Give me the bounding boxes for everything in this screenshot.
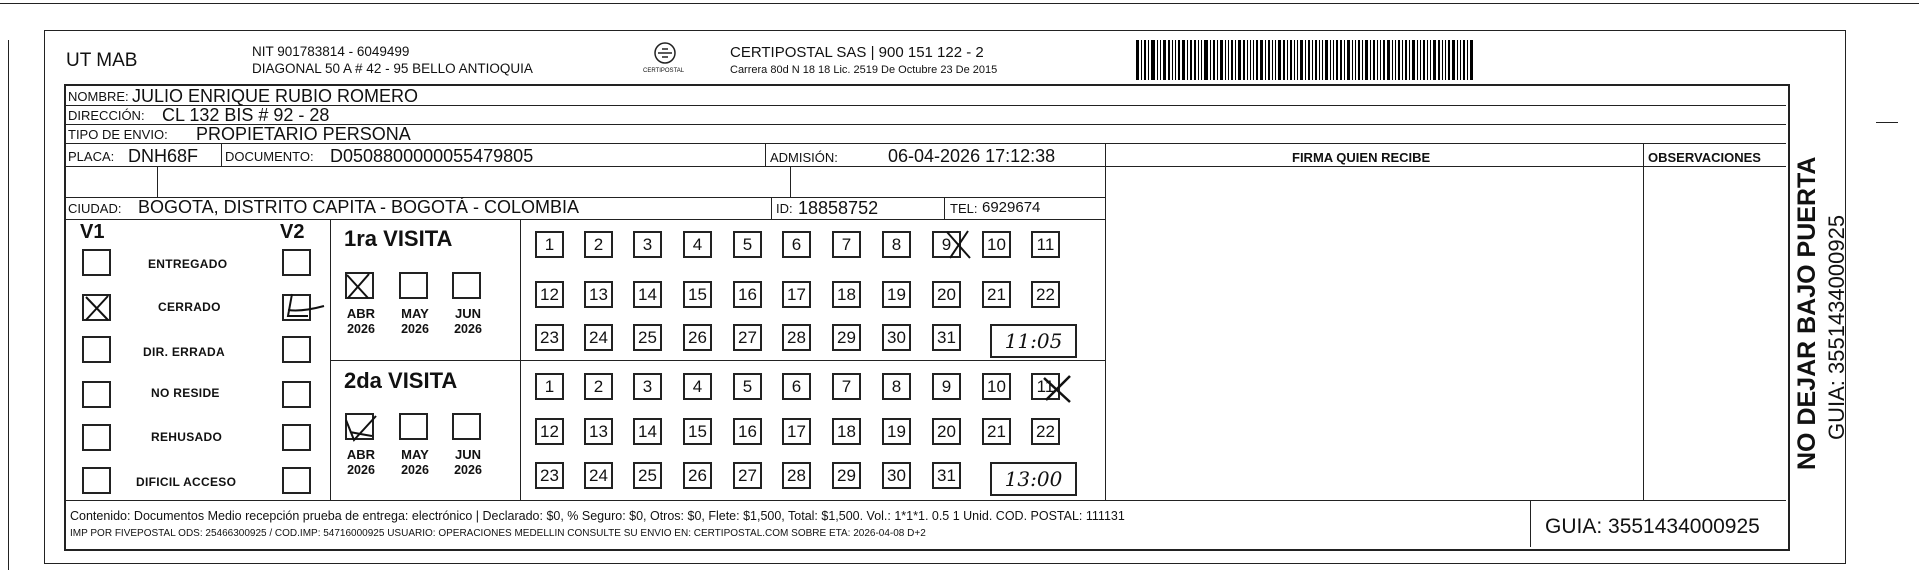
calendar-day-box[interactable]: 21 bbox=[982, 281, 1011, 308]
barcode-bar bbox=[1340, 40, 1342, 80]
month-label: MAY bbox=[401, 447, 429, 462]
barcode-bar bbox=[1352, 40, 1353, 80]
v1-checkbox[interactable] bbox=[82, 381, 111, 408]
calendar-day-box[interactable]: 19 bbox=[882, 281, 911, 308]
calendar-day-box[interactable]: 2 bbox=[584, 231, 613, 258]
calendar-day-box[interactable]: 15 bbox=[683, 418, 712, 445]
barcode-bar bbox=[1175, 40, 1176, 80]
barcode-bar bbox=[1172, 40, 1173, 80]
barcode-bar bbox=[1213, 40, 1215, 80]
calendar-day-box[interactable]: 22 bbox=[1031, 281, 1060, 308]
barcode-bar bbox=[1358, 40, 1360, 80]
barcode-bar bbox=[1412, 40, 1415, 80]
ciudad-label: CIUDAD: bbox=[68, 201, 122, 216]
first-visit-time: 11:05 bbox=[990, 324, 1077, 358]
calendar-day-box[interactable]: 24 bbox=[584, 462, 613, 489]
calendar-day-box[interactable]: 23 bbox=[535, 324, 564, 351]
barcode-bar bbox=[1217, 40, 1218, 80]
row-line bbox=[330, 360, 1105, 361]
v1-cerrado-mark bbox=[80, 292, 114, 324]
calendar-day-box[interactable]: 17 bbox=[782, 418, 811, 445]
status-option-entregado: ENTREGADO bbox=[148, 257, 228, 271]
col-line bbox=[157, 166, 158, 197]
barcode-bar bbox=[1433, 40, 1436, 80]
barcode-bar bbox=[1344, 40, 1345, 80]
calendar-day-box[interactable]: 17 bbox=[782, 281, 811, 308]
logo-text: CERTIPOSTAL bbox=[643, 68, 685, 74]
tipo-envio-label: TIPO DE ENVIO: bbox=[68, 127, 168, 142]
row-line bbox=[64, 166, 1105, 167]
placa-value: DNH68F bbox=[128, 146, 199, 166]
ciudad-value: BOGOTA, DISTRITO CAPITA - BOGOTÁ - COLOMBIA bbox=[138, 197, 580, 217]
barcode-bar bbox=[1290, 40, 1292, 80]
status-option-cerrado: CERRADO bbox=[158, 300, 221, 314]
barcode-bar bbox=[1272, 40, 1273, 80]
barcode-bar bbox=[1355, 40, 1356, 80]
calendar-day-box[interactable]: 30 bbox=[882, 324, 911, 351]
barcode-bar bbox=[1151, 40, 1155, 80]
barcode-bar bbox=[1308, 40, 1310, 80]
barcode-bar bbox=[1250, 40, 1251, 80]
col-line bbox=[221, 143, 222, 166]
id-label: ID: bbox=[776, 201, 793, 216]
month-label: JUN bbox=[454, 306, 481, 321]
calendar-day-box[interactable]: 5 bbox=[733, 231, 762, 258]
barcode-bar bbox=[1347, 40, 1350, 80]
calendar-day-box[interactable]: 14 bbox=[633, 281, 662, 308]
first-visit-title: 1ra VISITA bbox=[344, 226, 453, 251]
calendar-day-box[interactable]: 20 bbox=[932, 418, 961, 445]
barcode-bar bbox=[1319, 40, 1320, 80]
barcode-bar bbox=[1265, 40, 1266, 80]
calendar-day-box[interactable]: 20 bbox=[932, 281, 961, 308]
side-warning: NO DEJAR BAJO PUERTA bbox=[1793, 156, 1821, 470]
nombre-label: NOMBRE: bbox=[68, 89, 129, 104]
calendar-day-box[interactable]: 6 bbox=[782, 231, 811, 258]
calendar-day-box[interactable]: 3 bbox=[633, 231, 662, 258]
barcode-bar bbox=[1201, 40, 1202, 80]
barcode-bar bbox=[1144, 40, 1146, 80]
calendar-day-box[interactable]: 31 bbox=[932, 462, 961, 489]
footer-line1: Contenido: Documentos Medio recepción prueba de entrega: electrónico | Declarado: $0, % Seguro: $0, Otros: $0, Flete: $1,500, Total: $1,500. Vol.: 1*1*1. 0.5 1 Unid. COD. POSTAL: 111131 bbox=[70, 509, 1125, 523]
calendar-day-box[interactable]: 7 bbox=[832, 373, 861, 400]
barcode-bar bbox=[1231, 40, 1233, 80]
tel-value: 6929674 bbox=[982, 199, 1041, 216]
barcode-bar bbox=[1315, 40, 1317, 80]
calendar-day-box[interactable]: 28 bbox=[782, 324, 811, 351]
calendar-day-box[interactable]: 13 bbox=[584, 281, 613, 308]
barcode-bar bbox=[1445, 40, 1446, 80]
v1-checkbox[interactable] bbox=[82, 249, 111, 276]
calendar-day-box[interactable]: 30 bbox=[882, 462, 911, 489]
side-dash bbox=[1876, 122, 1898, 123]
barcode-bar bbox=[1460, 40, 1461, 80]
barcode-bar bbox=[1210, 40, 1211, 80]
calendar-day-box[interactable]: 8 bbox=[882, 373, 911, 400]
calendar-day-box[interactable]: 3 bbox=[633, 373, 662, 400]
calendar-day-box[interactable]: 18 bbox=[832, 281, 861, 308]
calendar-day-box[interactable]: 26 bbox=[683, 462, 712, 489]
barcode-bar bbox=[1427, 40, 1428, 80]
calendar-day-box[interactable]: 25 bbox=[633, 462, 662, 489]
row-line bbox=[64, 219, 1105, 220]
v2-checkbox[interactable] bbox=[282, 424, 311, 451]
calendar-day-box[interactable]: 4 bbox=[683, 231, 712, 258]
month-checkbox[interactable] bbox=[452, 272, 481, 299]
calendar-day-box[interactable]: 23 bbox=[535, 462, 564, 489]
year-label: 2026 bbox=[347, 463, 375, 477]
barcode-bar bbox=[1322, 40, 1323, 80]
calendar-day-box[interactable]: 28 bbox=[782, 462, 811, 489]
id-value: 18858752 bbox=[798, 198, 879, 218]
month-checkbox[interactable] bbox=[399, 272, 428, 299]
second-visit-day-mark bbox=[1040, 372, 1076, 406]
month-checkbox[interactable] bbox=[452, 413, 481, 440]
barcode-bar bbox=[1325, 40, 1328, 80]
calendar-day-box[interactable]: 21 bbox=[982, 418, 1011, 445]
barcode-bar bbox=[1204, 40, 1208, 80]
barcode-bar bbox=[1380, 40, 1381, 80]
tel-label: TEL: bbox=[950, 201, 978, 216]
barcode-bar bbox=[1409, 40, 1410, 80]
calendar-day-box[interactable]: 1 bbox=[535, 373, 564, 400]
status-option-no-reside: NO RESIDE bbox=[151, 386, 220, 400]
nombre-value: JULIO ENRIQUE RUBIO ROMERO bbox=[132, 86, 419, 106]
barcode-bar bbox=[1247, 40, 1248, 80]
first-visit-day-mark bbox=[942, 228, 976, 262]
barcode-bar bbox=[1268, 40, 1270, 80]
barcode-bar bbox=[1336, 40, 1338, 80]
barcode-bar bbox=[1238, 40, 1241, 80]
year-label: 2026 bbox=[401, 322, 429, 336]
barcode-bar bbox=[1300, 40, 1303, 80]
columns-firma: FIRMA QUIEN RECIBE bbox=[1292, 150, 1431, 165]
calendar-day-box[interactable]: 4 bbox=[683, 373, 712, 400]
placa-label: PLACA: bbox=[68, 149, 115, 164]
barcode-bar bbox=[1275, 40, 1276, 80]
calendar-day-box[interactable]: 16 bbox=[733, 418, 762, 445]
barcode-bar bbox=[1198, 40, 1199, 80]
admision-value: 06-04-2026 17:12:38 bbox=[888, 146, 1056, 166]
v2-label: V2 bbox=[280, 221, 305, 243]
barcode-bar bbox=[1220, 40, 1223, 80]
barcode-bar bbox=[1430, 40, 1431, 80]
barcode-bar bbox=[1253, 40, 1254, 80]
barcode-bar bbox=[1395, 40, 1396, 80]
calendar-day-box[interactable]: 29 bbox=[832, 324, 861, 351]
barcode-bar bbox=[1163, 40, 1166, 80]
barcode-bar bbox=[1448, 40, 1450, 80]
barcode-bar bbox=[1463, 40, 1465, 80]
direccion-value: CL 132 BIS # 92 - 28 bbox=[162, 105, 330, 125]
barcode-bar bbox=[1402, 40, 1403, 80]
barcode-bar bbox=[1362, 40, 1363, 80]
barcode-bar bbox=[1294, 40, 1295, 80]
calendar-day-box[interactable]: 2 bbox=[584, 373, 613, 400]
v1-label: V1 bbox=[80, 221, 105, 243]
calendar-day-box[interactable]: 31 bbox=[932, 324, 961, 351]
calendar-day-box[interactable]: 15 bbox=[683, 281, 712, 308]
barcode-bar bbox=[1383, 40, 1385, 80]
company-short: UT MAB bbox=[66, 50, 138, 71]
v2-checkbox[interactable] bbox=[282, 249, 311, 276]
month-label: ABR bbox=[346, 447, 376, 462]
second-visit-time: 13:00 bbox=[990, 462, 1077, 496]
col-line bbox=[1105, 143, 1106, 500]
barcode-bar bbox=[1148, 40, 1149, 80]
barcode-bar bbox=[1392, 40, 1393, 80]
barcode-bar bbox=[1260, 40, 1263, 80]
year-label: 2026 bbox=[454, 322, 482, 336]
barcode-bar bbox=[1136, 40, 1139, 80]
calendar-day-box[interactable]: 12 bbox=[535, 418, 564, 445]
barcode-bar bbox=[1423, 40, 1425, 80]
calendar-day-box[interactable]: 27 bbox=[733, 462, 762, 489]
status-option-dificil-acceso: DIFICIL ACCESO bbox=[136, 475, 237, 489]
calendar-day-box[interactable]: 7 bbox=[832, 231, 861, 258]
barcode-bar bbox=[1305, 40, 1306, 80]
v2-checkbox[interactable] bbox=[282, 381, 311, 408]
barcode-bar bbox=[1141, 40, 1142, 80]
top-edge bbox=[0, 3, 1919, 4]
barcode-bar bbox=[1243, 40, 1245, 80]
col-line bbox=[765, 143, 766, 166]
carrier-line1: CERTIPOSTAL SAS | 900 151 122 - 2 bbox=[730, 44, 984, 61]
side-guia: GUIA: 3551434000925 bbox=[1824, 214, 1849, 440]
second-visit-abr-mark bbox=[340, 410, 380, 446]
barcode-bar bbox=[1457, 40, 1458, 80]
month-label: ABR bbox=[346, 306, 376, 321]
barcode-bar bbox=[1182, 40, 1185, 80]
barcode-bar bbox=[1283, 40, 1285, 80]
v1-checkbox[interactable] bbox=[82, 424, 111, 451]
documento-value: D0508800000055479805 bbox=[330, 146, 534, 166]
barcode-bar bbox=[1405, 40, 1407, 80]
barcode-bar bbox=[1160, 40, 1161, 80]
calendar-day-box[interactable]: 18 bbox=[832, 418, 861, 445]
year-label: 2026 bbox=[401, 463, 429, 477]
barcode-bar bbox=[1235, 40, 1236, 80]
calendar-day-box[interactable]: 19 bbox=[882, 418, 911, 445]
month-checkbox[interactable] bbox=[399, 413, 428, 440]
first-visit-abr-mark bbox=[342, 270, 376, 304]
month-label: JUN bbox=[454, 447, 481, 462]
calendar-day-box[interactable]: 10 bbox=[982, 231, 1011, 258]
calendar-day-box[interactable]: 29 bbox=[832, 462, 861, 489]
admision-label: ADMISIÓN: bbox=[770, 150, 838, 165]
barcode-bar bbox=[1287, 40, 1288, 80]
barcode-bar bbox=[1256, 40, 1258, 80]
v2-checkbox[interactable] bbox=[282, 336, 311, 363]
calendar-day-box[interactable]: 9 bbox=[932, 231, 961, 258]
barcode-bar bbox=[1398, 40, 1400, 80]
left-edge bbox=[8, 40, 9, 570]
v2-cerrado-mark bbox=[278, 290, 328, 322]
certipostal-logo bbox=[640, 40, 690, 80]
row-line bbox=[64, 500, 1786, 501]
company-address: DIAGONAL 50 A # 42 - 95 BELLO ANTIOQUIA bbox=[252, 61, 533, 76]
calendar-day-box[interactable]: 10 bbox=[982, 373, 1011, 400]
calendar-day-box[interactable]: 13 bbox=[584, 418, 613, 445]
barcode-bar bbox=[1420, 40, 1421, 80]
barcode-bar bbox=[1168, 40, 1170, 80]
barcode-bar bbox=[1194, 40, 1196, 80]
footer-guia: GUIA: 3551434000925 bbox=[1545, 515, 1760, 538]
calendar-day-box[interactable]: 22 bbox=[1031, 418, 1060, 445]
barcode-bar bbox=[1365, 40, 1368, 80]
calendar-day-box[interactable]: 9 bbox=[932, 373, 961, 400]
v1-checkbox[interactable] bbox=[82, 467, 111, 494]
calendar-day-box[interactable]: 24 bbox=[584, 324, 613, 351]
status-option-rehusado: REHUSADO bbox=[151, 430, 223, 444]
barcode-bar bbox=[1417, 40, 1418, 80]
calendar-day-box[interactable]: 25 bbox=[633, 324, 662, 351]
company-nit: NIT 901783814 - 6049499 bbox=[252, 44, 410, 59]
barcode-bar bbox=[1438, 40, 1440, 80]
calendar-day-box[interactable]: 14 bbox=[633, 418, 662, 445]
calendar-day-box[interactable]: 12 bbox=[535, 281, 564, 308]
barcode-bar bbox=[1330, 40, 1331, 80]
barcode-bar bbox=[1187, 40, 1188, 80]
calendar-day-box[interactable]: 8 bbox=[882, 231, 911, 258]
col-line bbox=[790, 166, 791, 197]
barcode-bar bbox=[1297, 40, 1298, 80]
calendar-day-box[interactable]: 27 bbox=[733, 324, 762, 351]
barcode-bar bbox=[1178, 40, 1180, 80]
footer-line2: IMP POR FIVEPOSTAL ODS: 25466300925 / COD.IMP: 54716000925 USUARIO: OPERACIONES MEDELLIN CONSULTE SU ENVIO EN: CERTIPOSTAL.COM SOBRE ETA: 2026-04-08 D+2 bbox=[70, 528, 926, 539]
calendar-day-box[interactable]: 16 bbox=[733, 281, 762, 308]
barcode-bar bbox=[1157, 40, 1158, 80]
barcode-bar bbox=[1225, 40, 1226, 80]
barcode-bar bbox=[1373, 40, 1375, 80]
barcode-bar bbox=[1370, 40, 1371, 80]
direccion-label: DIRECCIÓN: bbox=[68, 108, 145, 123]
barcode-bar bbox=[1452, 40, 1455, 80]
calendar-day-box[interactable]: 26 bbox=[683, 324, 712, 351]
calendar-day-box[interactable]: 11 bbox=[1031, 231, 1060, 258]
barcode-bar bbox=[1467, 40, 1468, 80]
month-label: MAY bbox=[401, 306, 429, 321]
barcode-bar bbox=[1278, 40, 1281, 80]
barcode-bar bbox=[1228, 40, 1229, 80]
calendar-day-box[interactable]: 1 bbox=[535, 231, 564, 258]
year-label: 2026 bbox=[347, 322, 375, 336]
barcode-bar bbox=[1190, 40, 1192, 80]
columns-observaciones: OBSERVACIONES bbox=[1648, 150, 1761, 165]
col-line bbox=[1530, 500, 1531, 547]
status-option-dir-errada: DIR. ERRADA bbox=[143, 345, 225, 359]
col-line bbox=[944, 197, 945, 219]
tipo-envio-value: PROPIETARIO PERSONA bbox=[196, 124, 411, 144]
v2-checkbox[interactable] bbox=[282, 467, 311, 494]
v1-checkbox[interactable] bbox=[82, 336, 111, 363]
calendar-day-box[interactable]: 5 bbox=[733, 373, 762, 400]
calendar-day-box[interactable]: 6 bbox=[782, 373, 811, 400]
row-line bbox=[1105, 166, 1786, 167]
col-line bbox=[1643, 143, 1644, 500]
barcode bbox=[1136, 40, 1583, 80]
barcode-bar bbox=[1470, 40, 1473, 80]
barcode-bar bbox=[1442, 40, 1443, 80]
barcode-bar bbox=[1377, 40, 1378, 80]
carrier-line2: Carrera 80d N 18 18 Lic. 2519 De Octubre 23 De 2015 bbox=[730, 64, 998, 76]
barcode-bar bbox=[1387, 40, 1390, 80]
second-visit-title: 2da VISITA bbox=[344, 368, 458, 393]
year-label: 2026 bbox=[454, 463, 482, 477]
barcode-bar bbox=[1312, 40, 1313, 80]
col-line bbox=[771, 197, 772, 219]
calendar-day-box[interactable]: 11 bbox=[1031, 373, 1060, 400]
documento-label: DOCUMENTO: bbox=[225, 149, 314, 164]
barcode-bar bbox=[1333, 40, 1334, 80]
